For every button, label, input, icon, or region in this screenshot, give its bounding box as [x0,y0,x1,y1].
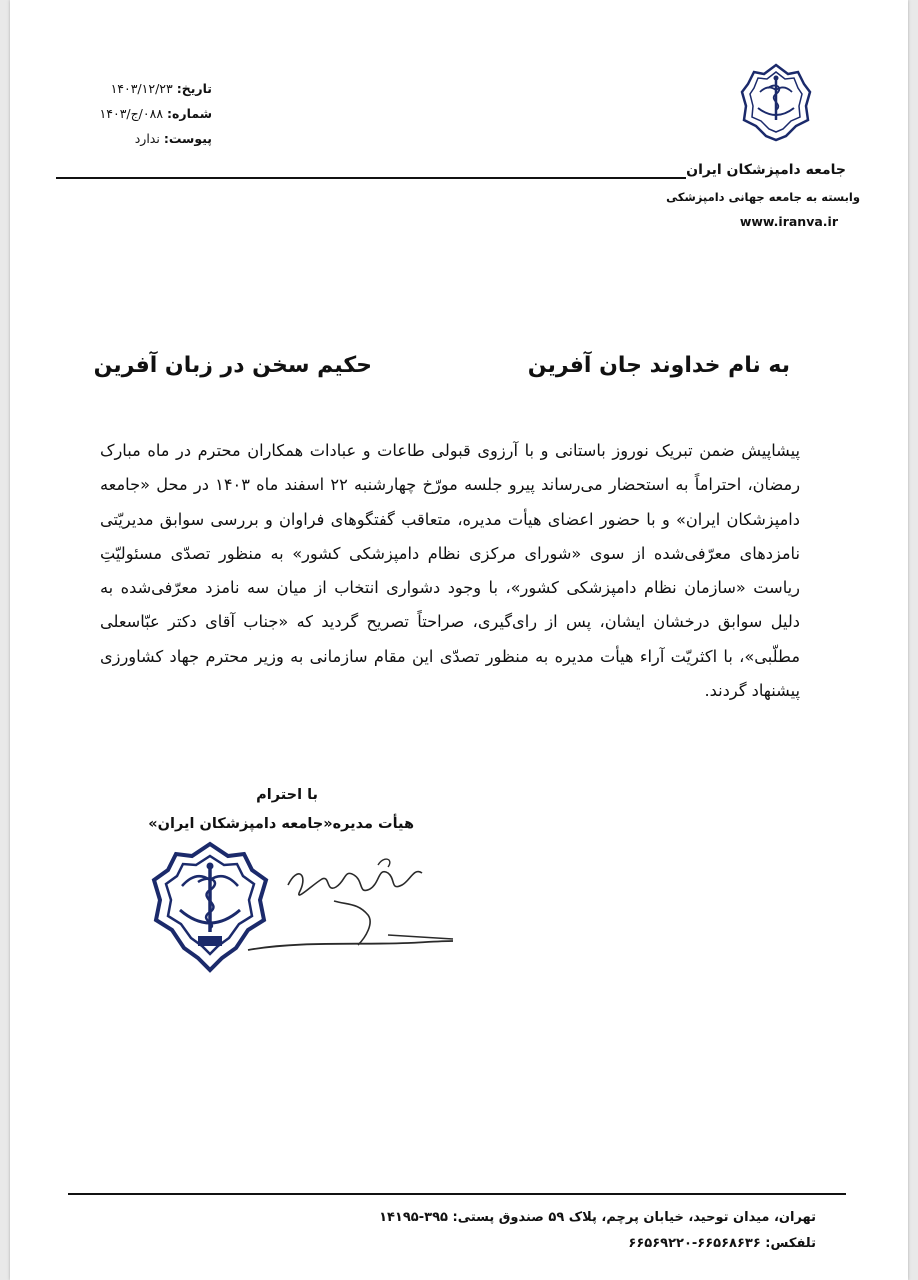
footer-address: تهران، میدان توحید، خیابان پرچم، پلاک ۵۹ صندوق پستی: ۳۹۵-۱۴۱۹۵ [379,1210,816,1225]
letter-meta [12,76,212,151]
letter-body: پیشاپیش ضمن تبریک نوروز باستانی و با آرزوی قبولی طاعات و عبادات همکاران محترم در ماه مبارک رمضان، احتراماً به استحضار می‌رساند پیرو جلسه مورّخ چهارشنبه ۲۲ اسفند ماه ۱۴۰۳ در محل «جامعه دامپزشکان ایران» و با حضور اعضای هیأت مدیره، متعاقب گفتگوهای فراوان و بررسی سوابق مدیریّتی نامزدهای معرّفی‌شده از سوی «شورای مرکزی نظام دامپزشکی کشور» به منظور تصدّی مسئولیّتِ ریاست «سازمان نظام دامپزشکی کشور»، با وجود دشواری انتخاب از میان سه نامزد معرّفی‌شده به دلیل سوابق درخشان ایشان، پس از رای‌گیری، صراحتاً تصریح گردید که «جناب آقای دکتر عبّاسعلی مطلّبی»، با اکثریّت آراء هیأت مدیره به منظور تصدّی این مقام سازمانی به وزیر محترم جهاد کشاورزی پیشنهاد گردند. [100,441,801,701]
date-label: تاریخ: [176,81,212,96]
invocation-right: به نام خداوند جان آفرین [527,353,790,378]
organization-name: جامعه دامپزشکان ایران [686,162,846,178]
caduceus-shield-logo-icon [740,62,812,142]
letter-page [10,0,908,1280]
footer-divider [68,1193,846,1195]
attachment-line [12,126,212,151]
organization-affiliation: وابسته به جامعه جهانی دامپزشکی [666,190,860,204]
closing-signatory: هیأت مدیره«جامعه دامپزشکان ایران» [148,816,414,832]
number-line [12,101,212,126]
date-line [12,76,212,101]
attachment-label: پیوست: [163,131,212,146]
footer-telfax: تلفکس: ۶۶۵۶۸۶۳۶-۶۶۵۶۹۲۲۰ [628,1236,816,1251]
date-value: ۱۴۰۳/۱۲/۲۳ [110,81,173,96]
attachment-value: ندارد [134,131,160,146]
organization-website[interactable]: www.iranva.ir [739,214,838,229]
closing-regards: با احترام [256,787,318,803]
number-label: شماره: [167,106,212,121]
header-divider [56,177,686,179]
handwritten-signature-icon [238,845,468,975]
number-value: ۰۸۸/ج/۱۴۰۳ [99,106,164,121]
invocation-left: حکیم سخن در زبان آفرین [93,353,372,378]
